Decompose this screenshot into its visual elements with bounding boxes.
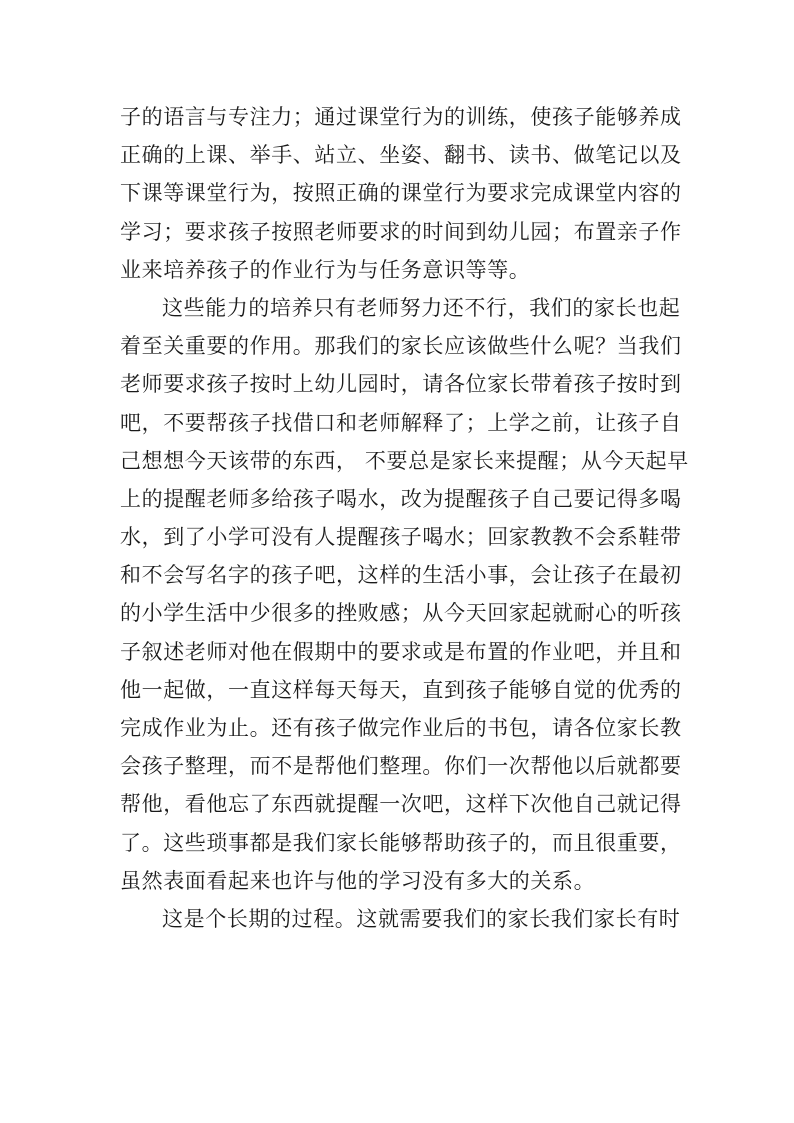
text-line: 老师要求孩子按时上幼儿园时，请各位家长带着孩子按时到 [120,372,682,397]
text-line: 学习；要求孩子按照老师要求的时间到幼儿园；布置亲子作 [120,219,682,244]
paragraph-first-line: 这是个长期的过程。这就需要我们的家长我们家长有时 [162,906,681,931]
paragraph-first-line: 这些能力的培养只有老师努力还不行，我们的家长也起 [162,295,681,320]
text-line: 了。这些琐事都是我们家长能够帮助孩子的，而且很重要， [120,830,682,855]
text-line: 完成作业为止。还有孩子做完作业后的书包，请各位家长教 [120,716,682,740]
text-line: 虽然表面看起来也许与他的学习没有多大的关系。 [120,868,596,893]
text-line: 己想想今天该带的东西， 不要总是家长来提醒；从今天起早 [120,448,689,473]
text-line: 水，到了小学可没有人提醒孩子喝水；回家教教不会系鞋带 [120,525,682,550]
text-line: 和不会写名字的孩子吧，这样的生活小事，会让孩子在最初 [120,563,682,588]
text-line: 上的提醒老师多给孩子喝水，改为提醒孩子自己要记得多喝 [120,486,682,511]
text-line: 会孩子整理，而不是帮他们整理。你们一次帮他以后就都要 [120,754,682,779]
text-line: 吧，不要帮孩子找借口和老师解释了；上学之前，让孩子自 [120,410,682,435]
text-line: 他一起做，一直这样每天每天，直到孩子能够自觉的优秀的 [120,677,682,702]
text-line: 着至关重要的作用。那我们的家长应该做些什么呢？当我们 [120,334,682,359]
text-line: 正确的上课、举手、站立、坐姿、翻书、读书、做笔记以及 [120,143,682,168]
text-line: 的小学生活中少很多的挫败感；从今天回家起就耐心的听孩 [120,601,682,626]
text-line: 帮他，看他忘了东西就提醒一次吧，这样下次他自己就记得 [120,792,682,817]
text-line: 业来培养孩子的作业行为与任务意识等等。 [120,257,531,282]
body-text [120,98,689,938]
text-line: 下课等课堂行为，按照正确的课堂行为要求完成课堂内容的 [120,181,682,206]
text-line: 子的语言与专注力；通过课堂行为的训练，使孩子能够养成 [120,105,682,129]
text-line: 子叙述老师对他在假期中的要求或是布置的作业吧，并且和 [120,639,682,664]
